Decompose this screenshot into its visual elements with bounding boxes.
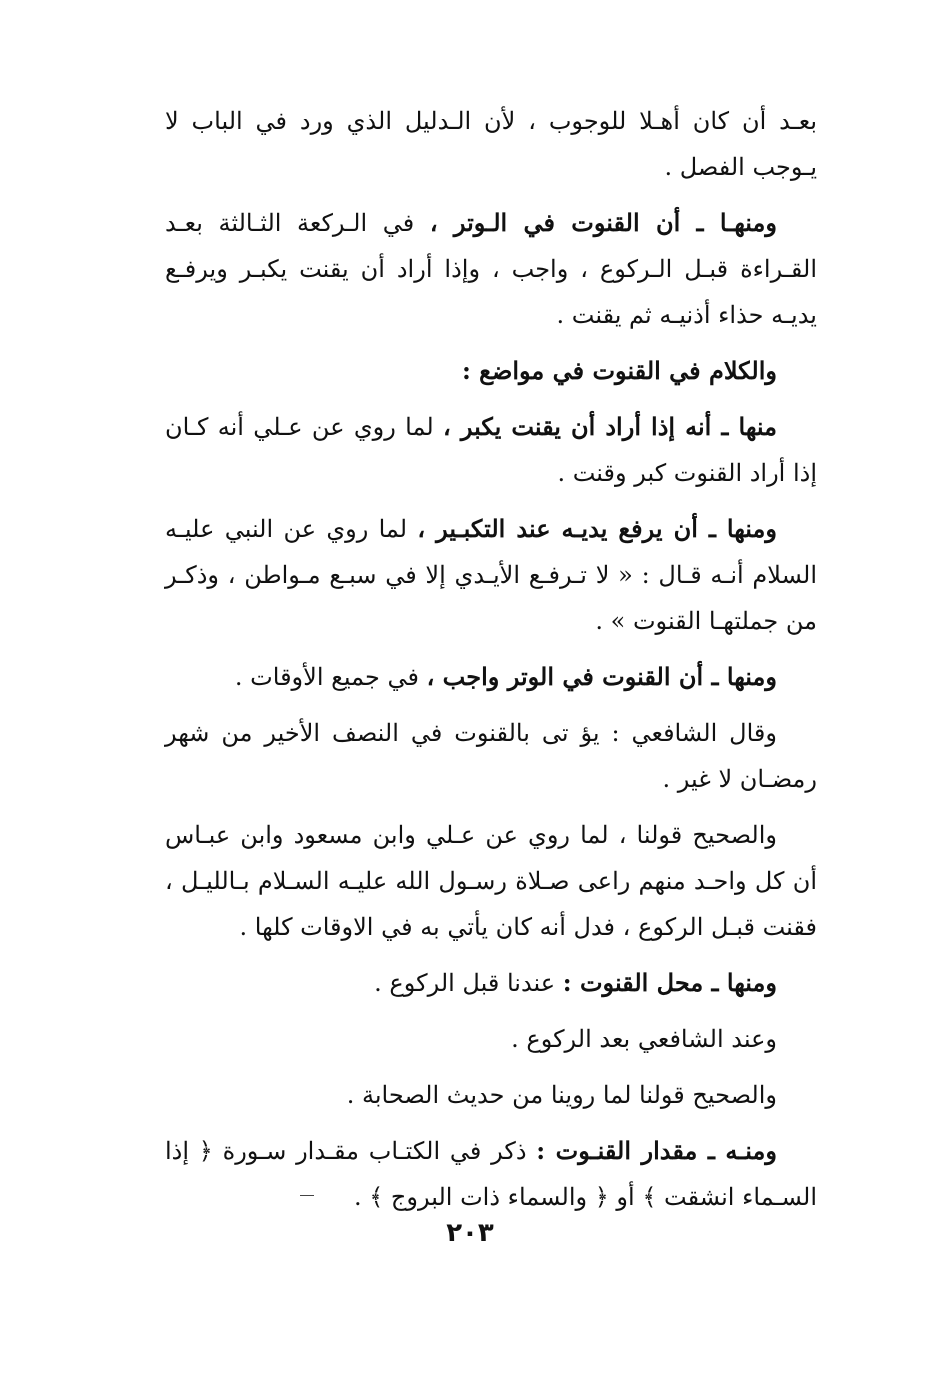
paragraph (165, 506, 817, 644)
paragraph-lead: ومنها ـ أن يرفع يديـه عند التكبـير ، (417, 514, 777, 543)
paragraph-lead: ومنها ـ محل القنوت : (562, 968, 777, 997)
footer-divider (300, 1195, 314, 1196)
paragraph (165, 654, 817, 700)
page-number: ٢٠٣ (446, 1218, 494, 1248)
paragraph-text: لما روي عن النبي عليـه السلام أنـه قـال : « لا تـرفـع الأيـدي إلا في سبـع مـواطن ، وذكـر من جملتهـا القنوت » . (165, 515, 817, 635)
paragraph-text: وقال الشافعي : يؤ تى بالقنوت في النصف الأخير من شهر رمضـان لا غير . (165, 719, 817, 793)
paragraph (165, 1128, 817, 1220)
paragraph (165, 1016, 817, 1062)
paragraph-text: في الـركعة الثـالثة بعـد القـراءة قبـل الـركوع ، واجب ، وإذا أراد أن يقنت يكبـر ويرفـع يديـه حذاء أذنيـه ثم يقنت . (165, 209, 817, 329)
paragraph-text: وعند الشافعي بعد الركوع . (511, 1025, 777, 1053)
paragraph-text: ذكر في الكتـاب مقـدار سـورة ﴿ إذا السـماء انشقت ﴾ أو ﴿ والسماء ذات البروج ﴾ . (165, 1137, 817, 1211)
paragraph-text: لما روي عن عـلي أنه كـان إذا أراد القنوت كبر وقنت . (165, 413, 817, 487)
paragraph-text: والصحيح قولنا ، لما روي عن عـلي وابن مسعود وابن عبـاس أن كل واحـد منهم راعى صـلاة رسـول الله عليـه السـلام بـالليـل ، فقنت قبـل الركوع ، فدل أنه كان يأتي به في الاوقات كلها . (165, 821, 817, 941)
paragraph (165, 200, 817, 338)
paragraph (165, 98, 817, 190)
paragraph (165, 812, 817, 950)
paragraph-text: في جميع الأوقات . (234, 663, 427, 691)
body-text (165, 98, 817, 1230)
paragraph-lead: ومنها ـ أن القنوت في الوتر واجب ، (426, 662, 777, 691)
paragraph-text: بعـد أن كان أهـلا للوجوب ، لأن الـدليل الذي ورد في الباب لا يـوجب الفصل . (165, 107, 817, 181)
paragraph (165, 710, 817, 802)
paragraph (165, 1072, 817, 1118)
paragraph-text: عندنا قبل الركوع . (374, 969, 563, 997)
paragraph (165, 960, 817, 1006)
paragraph-lead: والكلام في القنوت في مواضع : (461, 356, 777, 385)
paragraph (165, 404, 817, 496)
paragraph-lead: منها ـ أنه إذا أراد أن يقنت يكبر ، (443, 412, 777, 441)
paragraph-lead: ومنـه ـ مقدار القنـوت : (536, 1136, 777, 1165)
section-heading (165, 348, 817, 394)
paragraph-lead: ومنهـا ـ أن القنوت في الـوتر ، (429, 208, 777, 237)
paragraph-text: والصحيح قولنا لما روينا من حديث الصحابة . (346, 1081, 777, 1109)
